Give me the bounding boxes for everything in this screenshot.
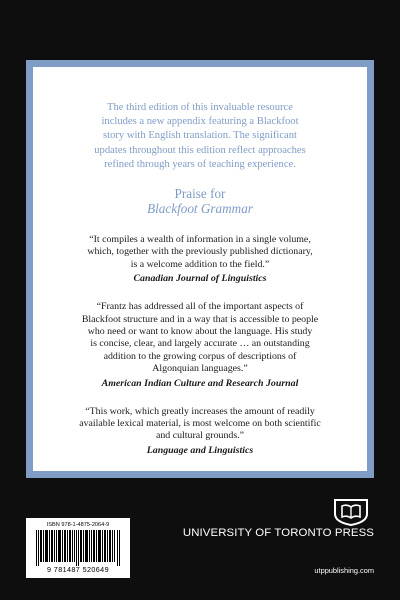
quote-line: Algonquian languages.”	[152, 363, 248, 375]
intro-line: includes a new appendix featuring a Blackfoot	[101, 116, 299, 128]
intro-line: The third edition of this invaluable resource	[107, 102, 293, 113]
intro-line: refined through years of teaching experience.	[104, 158, 296, 170]
barcode-number: 9 781487 520649	[47, 565, 109, 574]
barcode-block	[26, 518, 130, 578]
praise-heading	[51, 186, 349, 216]
quote-text	[51, 406, 349, 443]
barcode-icon	[35, 530, 121, 566]
publisher-website: utppublishing.com	[314, 566, 374, 575]
quote-line: “It compiles a wealth of information in a single volume,	[89, 234, 311, 246]
quote-line: addition to the growing corpus of descriptions of	[103, 350, 297, 362]
quote-line: which, together with the previously published dictionary,	[87, 246, 313, 258]
quote-source: Language and Linguistics	[146, 444, 254, 456]
quote-line: is concise, clear, and largely accurate … an outstanding	[90, 338, 310, 350]
isbn-label: ISBN 978-1-4875-2064-9	[46, 522, 110, 528]
review-quote	[51, 301, 349, 389]
quote-source: Canadian Journal of Linguistics	[133, 273, 267, 285]
praise-label: Praise for	[174, 186, 226, 202]
quote-line: “This work, which greatly increases the amount of readily	[85, 405, 315, 417]
quote-line: available lexical material, is most welcome on both scientific	[79, 418, 321, 430]
quote-source: American Indian Culture and Research Journal	[101, 377, 299, 389]
quote-line: Blackfoot structure and in a way that is accessible to people	[81, 313, 319, 325]
quote-line: is a welcome addition to the field.”	[130, 258, 270, 270]
review-quote	[51, 234, 349, 285]
quote-line: and cultural grounds.”	[155, 430, 245, 442]
quote-line: “Frantz has addressed all of the important aspects of	[96, 301, 304, 313]
publisher-name: UNIVERSITY OF TORONTO PRESS	[182, 527, 374, 539]
cover-frame	[26, 60, 374, 478]
intro-line: story with English translation. The significant	[103, 130, 297, 142]
quote-line: who need or want to know about the language. His study	[87, 326, 313, 338]
quote-text	[51, 301, 349, 375]
review-quote	[51, 406, 349, 457]
intro-line: updates throughout this edition reflect approaches	[94, 144, 306, 156]
intro-paragraph	[51, 101, 349, 172]
book-shield-icon	[331, 498, 371, 526]
book-title: Blackfoot Grammar	[147, 201, 253, 217]
text-panel	[33, 67, 367, 471]
quote-text	[51, 234, 349, 271]
